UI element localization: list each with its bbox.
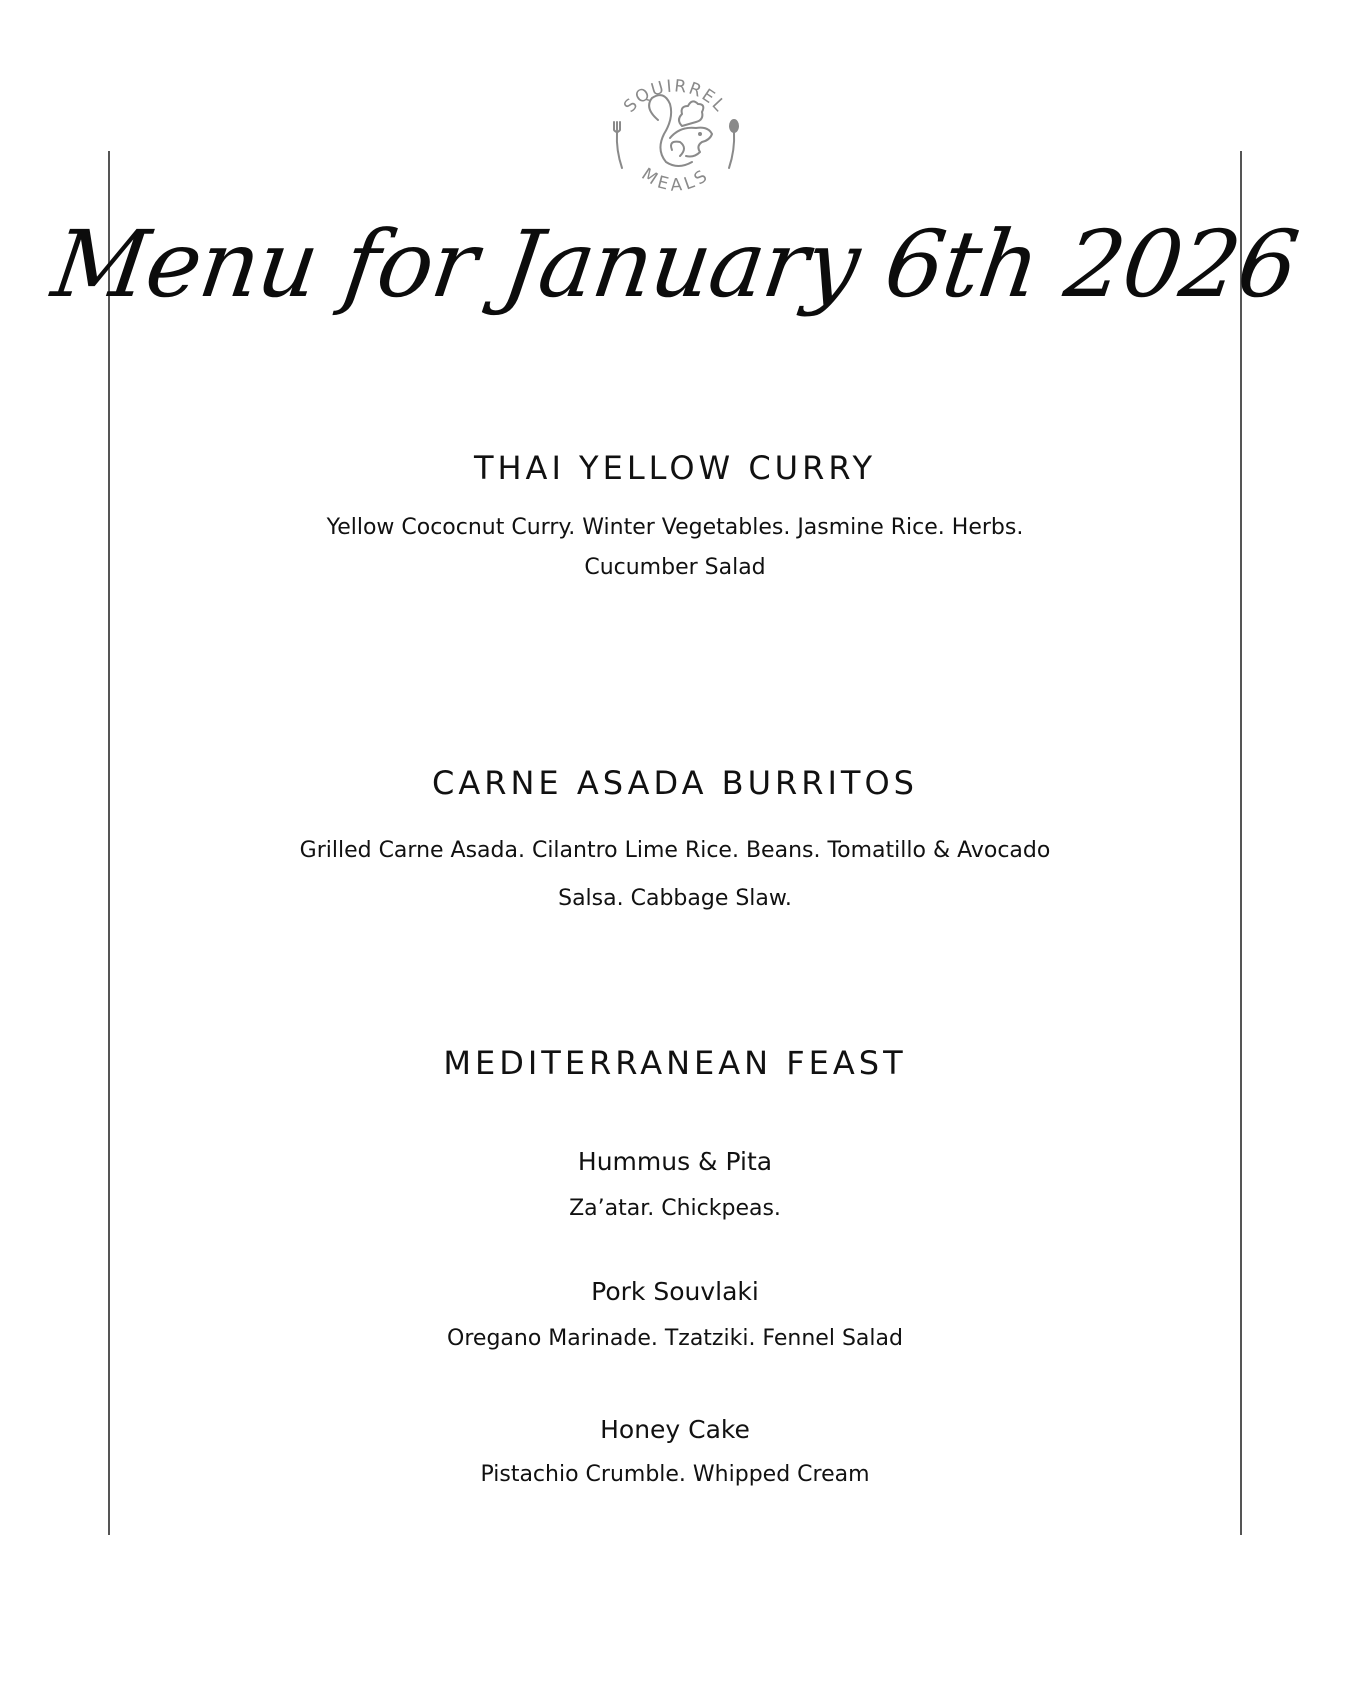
menu-item-description: Pistachio Crumble. Whipped Cream [480,1462,870,1487]
menu-item-name-hummus-pita: Hummus & Pita [577,1147,773,1176]
section-heading-thai-yellow-curry: THAI YELLOW CURRY [473,449,877,487]
menu-item-name-pork-souvlaki: Pork Souvlaki [591,1277,759,1306]
svg-text:MEALS: MEALS [637,164,715,196]
logo-text-bottom [638,164,714,195]
section-heading-carne-asada-burritos: CARNE ASADA BURRITOS [432,764,918,802]
section-description-line: Salsa. Cabbage Slaw. [558,886,792,911]
fork-icon [614,122,622,168]
spoon-icon [729,120,738,168]
section-description-line: Grilled Carne Asada. Cilantro Lime Rice. Beans. Tomatillo & Avocado [299,838,1051,863]
squirrel-meals-logo [600,50,750,215]
menu-item-description: Za’atar. Chickpeas. [569,1196,781,1221]
section-description-line: Cucumber Salad [584,555,766,580]
svg-text:SQUIRREL: SQUIRREL [619,76,731,117]
menu-item-description: Oregano Marinade. Tzatziki. Fennel Salad [447,1326,903,1351]
section-description-line: Yellow Cococnut Curry. Winter Vegetables. Jasmine Rice. Herbs. [326,515,1024,540]
logo-text-top [620,76,730,116]
menu-item-name-honey-cake: Honey Cake [600,1415,750,1444]
section-heading-mediterranean-feast: MEDITERRANEAN FEAST [443,1044,907,1082]
squirrel-chef-icon [649,95,712,166]
menu-title: Menu for January 6th 2026 [46,211,1304,318]
